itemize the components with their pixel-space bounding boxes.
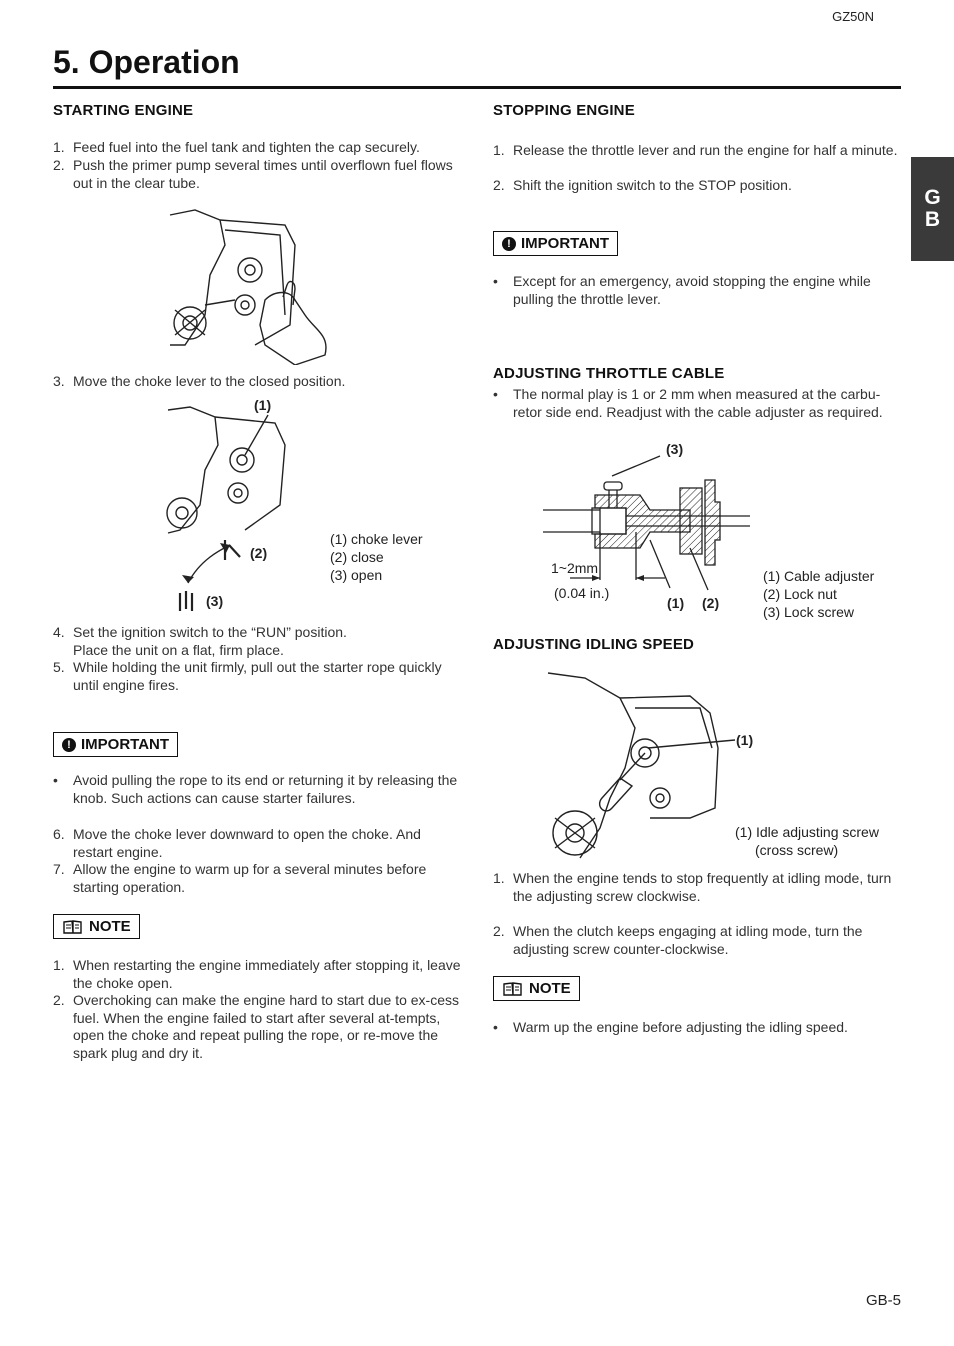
step-number: 1. (53, 139, 65, 155)
starting-heading: STARTING ENGINE (53, 102, 194, 119)
important-text-right (493, 273, 901, 308)
page-number: GB-5 (865, 1292, 901, 1309)
start-step-1 (53, 139, 463, 157)
bullet-text: Avoid pulling the rope to its end or returning it by releasing the knob. Such actions can cause starter failures. (73, 772, 458, 806)
title-rule (53, 86, 901, 89)
start-step-5 (53, 659, 463, 694)
caption-line-2: (2) close (330, 549, 384, 565)
tab-letter-1: G (924, 186, 941, 209)
important-box-left (53, 732, 178, 757)
throttle-text (493, 386, 901, 421)
throttle-heading: ADJUSTING THROTTLE CABLE (493, 365, 725, 382)
bullet: • (493, 1019, 498, 1035)
start-step-7 (53, 861, 463, 896)
idle-screw-illustration (540, 668, 765, 863)
caption-line-3: (3) Lock screw (763, 604, 855, 620)
step-number: 2. (493, 177, 505, 193)
bullet: • (53, 772, 58, 788)
idle-note-text (493, 1019, 901, 1037)
step-number: 1. (53, 957, 65, 973)
step-number: 1. (493, 142, 505, 158)
step-text: While holding the unit firmly, pull out the starter rope quickly until engine fires. (73, 659, 442, 693)
important-text-left (53, 772, 463, 807)
note-box-left (53, 914, 140, 939)
step-text: When the engine tends to stop frequently at idling mode, turn the adjusting screw clockwise. (513, 870, 892, 904)
bullet-text: Warm up the engine before adjusting the idling speed. (513, 1019, 848, 1035)
idling-heading: ADJUSTING IDLING SPEED (493, 636, 695, 653)
choke-caption (330, 530, 423, 584)
step-text: Move the choke lever to the closed position. (73, 373, 346, 389)
caption-line-1: (1) choke lever (330, 531, 423, 547)
step-text: Release the throttle lever and run the engine for half a minute. (513, 142, 898, 158)
caption-line-2: (cross screw) (755, 842, 839, 858)
fig-label-1: (1) (254, 397, 272, 413)
language-tab (911, 157, 954, 261)
idle-step-2 (493, 923, 901, 958)
stopping-heading: STOPPING ENGINE (493, 102, 635, 119)
step-number: 2. (493, 923, 505, 939)
choke-lever-illustration (160, 395, 330, 620)
stop-step-2 (493, 177, 901, 195)
idle-step-1 (493, 870, 901, 905)
step-text: Overchoking can make the engine hard to start due to ex-cess fuel. When the engine failed to start after several at-tempts, open the choke and repeat pulling the rope, or re-move the spark plug and dry it. (73, 992, 459, 1061)
caption-line-3: (3) open (330, 567, 383, 583)
step-number: 1. (493, 870, 505, 886)
step-text: Move the choke lever downward to open the choke. And restart engine. (73, 826, 421, 860)
bullet: • (493, 273, 498, 289)
bullet-text: The normal play is 1 or 2 mm when measured at the carbu-retor side end. Readjust with the cable adjuster as required. (513, 386, 883, 420)
step-number: 7. (53, 861, 65, 877)
step-number: 6. (53, 826, 65, 842)
step-number: 2. (53, 992, 65, 1008)
stop-step-1 (493, 142, 901, 160)
step-number: 2. (53, 157, 65, 173)
fig-label-3: (3) (666, 441, 684, 457)
exclamation-icon: ! (62, 738, 76, 752)
note-book-icon (502, 981, 524, 997)
caption-line-2: (2) Lock nut (763, 586, 837, 602)
fig-label-3: (3) (206, 593, 224, 609)
start-step-3 (53, 373, 463, 391)
step-text: When restarting the engine immediately after stopping it, leave the choke open. (73, 957, 461, 991)
idle-caption (735, 823, 879, 859)
exclamation-icon: ! (502, 237, 516, 251)
step-text: Set the ignition switch to the “RUN” position. (73, 624, 347, 640)
fig-label-2: (2) (250, 545, 268, 561)
start-step-2 (53, 157, 463, 192)
throttle-cable-diagram (540, 440, 760, 620)
step-text: Allow the engine to warm up for a several minutes before starting operation. (73, 861, 427, 895)
note-box-right (493, 976, 580, 1001)
bullet: • (493, 386, 498, 402)
fig-label-2: (2) (702, 595, 720, 611)
fig-label-1: (1) (736, 732, 754, 748)
throttle-caption (763, 567, 874, 621)
note-book-icon (62, 919, 84, 935)
model-number: GZ50N (832, 9, 874, 24)
step-text: Feed fuel into the fuel tank and tighten the cap securely. (73, 139, 420, 155)
bullet-text: Except for an emergency, avoid stopping the engine while pulling the throttle lever. (513, 273, 871, 307)
page-title: 5. Operation (53, 44, 240, 80)
caption-line-1: (1) Idle adjusting screw (735, 824, 879, 840)
step-text: Push the primer pump several times until overflown fuel flows out in the clear tube. (73, 157, 453, 191)
dimension-mm: 1~2mm (551, 560, 599, 576)
note-label: NOTE (89, 918, 131, 935)
start-step-4 (53, 624, 463, 659)
step-number: 4. (53, 624, 65, 640)
step-text: Shift the ignition switch to the STOP position. (513, 177, 792, 193)
caption-line-1: (1) Cable adjuster (763, 568, 875, 584)
important-label: IMPORTANT (521, 235, 610, 252)
step-number: 3. (53, 373, 65, 389)
important-label: IMPORTANT (81, 736, 170, 753)
note-2 (53, 992, 463, 1062)
tab-letter-2: B (924, 208, 941, 231)
important-box-right (493, 231, 618, 256)
start-step-6 (53, 826, 463, 861)
fig-label-1: (1) (667, 595, 685, 611)
primer-pump-illustration (165, 205, 335, 365)
note-1 (53, 957, 463, 992)
step-text: When the clutch keeps engaging at idling mode, turn the adjusting screw counter-clockwise. (513, 923, 863, 957)
step-number: 5. (53, 659, 65, 675)
dimension-in: (0.04 in.) (554, 585, 610, 601)
note-label: NOTE (529, 980, 571, 997)
step-text: Place the unit on a flat, firm place. (73, 641, 284, 658)
